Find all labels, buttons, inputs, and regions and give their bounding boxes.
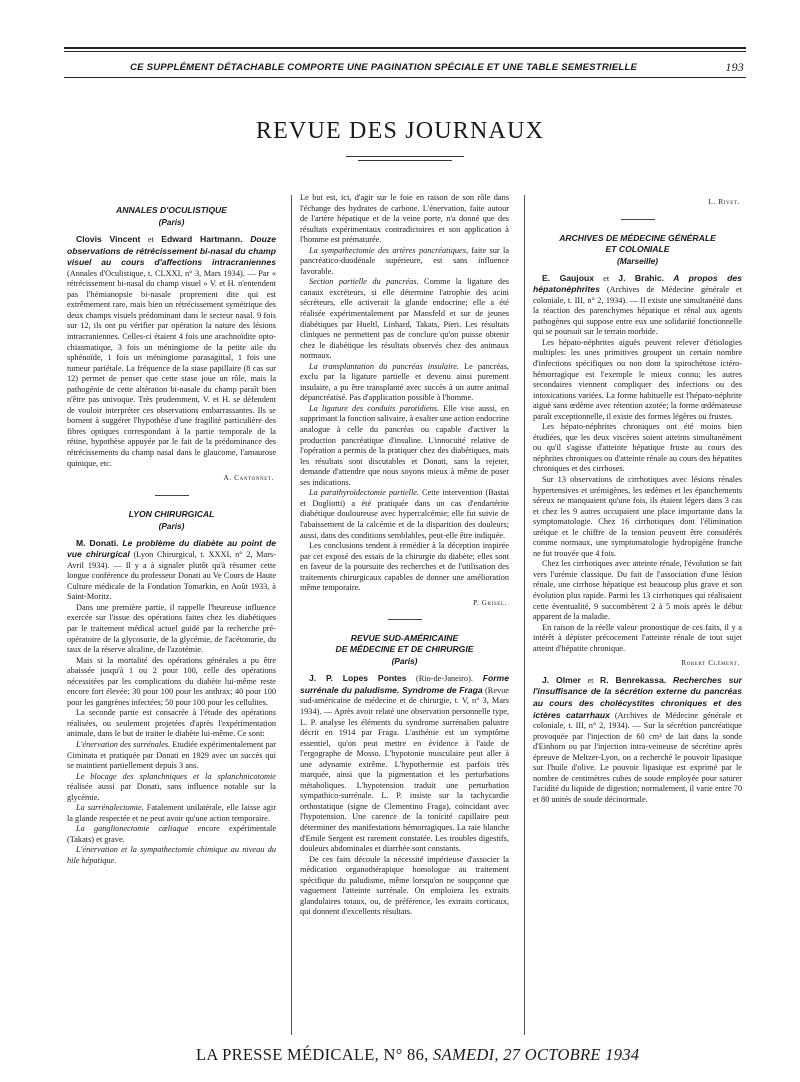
article-archives-1: E. Gaujoux et J. Brahic. A propos des hépatonéphrites (Archives de Médecine générale et coloniale, t. III, n° 2, 1934). — Il existe une simultanéité dans la réaction des parenchymes hépatique et rénal aux agents pathogènes qui suppose entre eux une solidarité fonctionnelle qui se poursuit sur le terrain morbide. [533,272,742,337]
article-author: J. Olmer [542,674,581,685]
paragraph: Les hépato-néphrites chroniques ont été moins bien étudiées, que les deux viscères soient atteints simultanément ou qu'il s'agisse d'atteinte hépatique fruste au cours des néphrites chroniques ou d'atteinte rénale au cours des hépatites chroniques et des cirrhoses. [533,422,742,474]
title-rule-2 [358,160,452,161]
running-header [64,60,746,76]
article-sud-americaine: J. P. Lopes Pontes (Rio-de-Janeiro). Forme surrénale du paludisme. Syndrome de Fraga (Revue sud-américaine de médecine et de chirurgie, t. V, n° 3, Mars 1934). — Après avoir relaté une observation personnelle type, L. P. analyse les éléments du syndrome surrénalien palustre décrit en 1914 par Fraga. L'asthénie est un symptôme essentiel, qu'on peut mettre en évidence à l'aide de l'ergographe de Mosso. L'hypotonie musculaire peut aller à une adynamie extrême. L'hypothermie est parfois très marquée, ainsi que la pigmentation et les perturbations métaboliques. L'hypotension traduit une perturbation sympathico-surrénale. L. P. insiste sur la tachycardie orthostatique (signe de Clementino Fraga), coïncidant avec l'hypotension. Une carence de la tonicité capillaire peut déterminer des manifestations hémorragiques. La raie blanche d'Emile Sergent est rarement constatée. Les troubles digestifs, douleurs abdominales et diarrhée sont constants. [300,673,509,854]
paragraph: De ces faits découle la nécessité impérieuse d'associer la médication organothérapique homologue au traitement spécifique du paludisme, même lorsqu'on ne soupçonne que vaguement l'atteinte surrénale. On emploiera les extraits glandulaires totaux, ou, de préférence, les extraits corticaux, qui donnent d'excellents résultats. [300,854,509,917]
header-rule-bottom [64,77,746,78]
header-rule-top-thin [64,51,746,52]
article-body: (Revue sud-américaine de médecine et de chirurgie, t. V, n° 3, Mars 1934). — Après avoir relaté une observation personnelle type, L. P. analyse les éléments du syndrome surrénalien palustre décrit en 1914 par Fraga. L'asthénie est un symptôme essentiel, qu'on peut mettre en évidence à l'aide de l'ergographe de Mosso. L'hypotonie musculaire peut aller à une adynamie extrême. L'hypothermie est parfois très marquée, ainsi que la pigmentation et les perturbations métaboliques. L'hypotension traduit une perturbation sympathico-surrénale. L. P. insiste sur la tachycardie orthostatique (signe de Clementino Fraga), coïncidant avec l'hypotension. Une carence de la tonicité capillaire peut déterminer des manifestations hémorragiques. La raie blanche d'Emile Sergent est rarement constatée. Les troubles digestifs, douleurs abdominales et diarrhée sont constants. [300,685,509,854]
paragraph: La sympathectomie des artères pancréatiques, faite sur la pancréatico-duodénale supérieure, est sans influence favorable. [300,245,509,276]
article-author: Clovis Vincent [76,234,141,244]
section-divider [621,219,655,220]
title-rule-1 [346,156,464,157]
running-header-text: CE SUPPLÉMENT DÉTACHABLE COMPORTE UNE PAGINATION SPÉCIALE ET UNE TABLE SEMESTRIELLE [130,62,638,73]
footer-date: SAMEDI, 27 OCTOBRE 1934 [428,1045,640,1064]
paragraph: En raison de la réelle valeur pronostique de ces faits, il y a intérêt à dépister précocement l'atteinte rénale de tout sujet atteint d'hépatite chronique. [533,622,742,653]
page-footer [196,1045,639,1065]
column-separator [524,195,525,1035]
paragraph: L'énervation des surrénales. Etudiée expérimentalement par Ciminata et pratiquée par Donati en 1929 avec un succès qui se maintient partiellement depuis 3 ans. [67,740,276,771]
section-title-archives-2: ET COLONIALE [605,243,670,254]
article-body: (Archives de Médecine générale et coloniale, t. III, n° 2, 1934). — Il existe une simultanéité dans la réaction des parenchymes hépatique et rénal aux agents pathogènes qui suppose entre eux une solidarité fonctionnelle qui se poursuit sur le terrain morbide. [533,285,742,337]
column-2 [300,193,509,918]
article-body: (Annales d'Oculistique, t. CLXXI, n° 3, Mars 1934). — Par « rétrécissement bi-nasal du champ visuel » V. et H. n'entendent pas l'hémianopsie bi-nasale proprement dite qui est extrêmement rare, mais bien un rétrécissement symétrique des deux champs visuels prédominant dans le secteur nasal. 9 fois sur 12, ils ont pu vérifier par opération la nature des lésions intracraniennes. Celles-ci étaient 4 fois une arachnoïdite opto-chiasmatique, 3 fois un méningiome de la petite aile du sphénoïde, 1 fois un méningiome parasagittal, 1 fois une tumeur pariétale. La fréquence de la stase papillaire (8 cas sur 12) permet de penser que cette stase joue un rôle, mais la pathogénie de cette altération bi-nasale du champ paraît bien n'être pas univoque. Très prudemment, V. et H. se défendent de vouloir interpréter ces observations embarrassantes. Ils se bornent à suggérer l'hypothèse d'une fragilité particulière des fibres optiques correspondant à la partie temporale de la rétine, hypothèse appuyée par le fait de la prédominance des rétrécissements du champ nasal dans le glaucome, l'amaurose quinique, etc. [67,268,276,468]
article-author: R. Benrekassa. [600,674,667,685]
article-author: Edward Hartmann. [161,234,243,244]
signature: A. Cantonnet. [223,473,274,483]
section-title-archives: ARCHIVES DE MÉDECINE GÉNÉRALE [559,232,716,243]
paragraph: Le blocage des splanchniques et la splanchnicotomie réalisée aussi par Donati, sans influence notable sur la glycémie. [67,771,276,802]
paragraph: Les hépato-néphrites aiguës peuvent relever d'étiologies multiples: les unes primitives groupent un certain nombre d'infections spécifiques ou non dont la spirochétose ictéro-hémorragique est l'exemple le mieux connu; les autres secondaires viennent compliquer des infections ou des intoxications variées. La forme habituelle est l'hépato-néphrite aiguë sans œdème avec rétention azotée; la forme œdémateuse paraît exceptionnelle, il existe des formes légères ou frustes. [533,337,742,421]
article-author: J. Brahic. [618,272,665,283]
footer-journal: LA PRESSE MÉDICALE, N° 86, [196,1045,429,1064]
article-lyon [67,538,276,603]
article-archives-2: J. Olmer et R. Benrekassa. Recherches sur l'insuffisance de la sécrétion externe du pancréas au cours des cholécystites chroniques et des ictères catarrhaux (Archives de Médecine générale et coloniale, t. III, n° 2, 1934). — Sur la sécrétion pancréatique provoquée par l'injection de 60 cm³ de lait dans la sonde d'Einhorn ou par l'injection intra-veineuse de sécrétine après épreuve de Meltzer-Lyon, on a recherché le pouvoir lipasique sur l'huile d'olive. Le pouvoir lipasique est exprimé par le nombre de centimètres cubes de soude employée pour saturer l'acidité du liquide de digestion; normalement, il varie entre 70 et 80 unités de soude décinormale. [533,674,742,804]
section-title-oculistique: ANNALES D'OCULISTIQUE [116,205,227,215]
section-city-lyon: (Paris) [158,520,185,531]
article-body: (Lyon Chirurgical, t. XXXI, n° 2, Mars-Avril 1934). — Il y a à signaler plutôt qu'à résumer cette longue conférence du professeur Donati au Ve Cours de Haute Culture médicale de la Fondation Tomarkin, en Août 1933, à Saint-Moritz. [67,550,276,602]
paragraph: La transplantation du pancréas insulaire. Le pancréas, exclu par la ligature partielle et devenu ainsi purement insulaire, a pu être transplanté avec succès à un autre animal dépancréatisé. Pas d'application possible à l'homme. [300,361,509,403]
paragraph: Section partielle du pancréas. Comme la ligature des canaux excréteurs, si elle détermine l'atrophie des acini sécréteurs, elle activerait la glande endocrine; elle a été réalisée expérimentalement par Mansfeld et sur de jeunes diabétiques par Hueltl, Linhard, Takats, Pieri. Les résultats cliniques ne permettent pas de conclure qu'on puisse obtenir chez le diabétique les résultats observés chez des animaux normaux. [300,277,509,361]
signature: P. Grisel. [473,597,507,607]
paragraph: Mais si la mortalité des opérations générales a pu être abaissée jusqu'à 1 ou 2 pour 100, celle des opérations nécessitées par les complications du diabète lui-même reste encore fort élevée: 30 pour 100 pour les anthrax; 40 pour 100 pour les gangrènes infectées; 50 pour 100 pour les cellulites. [67,655,276,707]
article-title: Forme surrénale du paludisme. Syndrome de Fraga [300,673,509,695]
signature: Robert Clément. [681,658,740,668]
article-title: Douze observations de rétrécissement bi-nasal du champ visuel au cours d'affections intracraniennes [67,234,276,268]
paragraph: La ligature des conduits parotidiens. Elle vise aussi, en supprimant la fonction salivaire, à exalter une action endocrine analogue à celle du pancréas ou capable d'activer la production pancréatique d'insuline. L'innocuité relative de l'opération a permis de la pratiquer chez des diabétiques, mais les résultats sont discutables et Donati, sans la rejeter, demande d'attendre que nous soyons mieux à même de poser ses indications. [300,403,509,487]
article-author: E. Gaujoux [542,272,594,283]
signature: L. Rivet. [708,197,740,206]
column-separator [291,195,292,1035]
page-title: REVUE DES JOURNAUX [255,118,545,144]
page-number: 193 [725,60,744,74]
section-title-sud-americaine: REVUE SUD-AMÉRICAINE [350,633,459,644]
paragraph: La seconde partie est consacrée à l'étude des opérations réalisées, ou seulement projetées d'après l'expérimentation animale, dans le but de traiter le diabète lui-même. Ce sont: [67,708,276,739]
paragraph-continued: Le but est, ici, d'agir sur le foie en raison de son rôle dans l'échange des hydrates de carbone. L'énervation, faite autour de l'artère hépatique et de la veine porte, n'a donné que des résultats expérimentaux contradictoires et son application à l'homme est prématurée. [300,193,509,245]
article-oculistique: Clovis Vincent et Edward Hartmann. Douze observations de rétrécissement bi-nasal du champ visuel au cours d'affections intracraniennes (Annales d'Oculistique, t. CLXXI, n° 3, Mars 1934). — Par « rétrécissement bi-nasal du champ visuel » V. et H. n'entendent pas l'hémianopsie bi-nasale proprement dite qui est extrêmement rare, mais bien un rétrécissement symétrique des deux champs visuels prédominant dans le secteur nasal. 9 fois sur 12, ils ont pu vérifier par opération la nature des lésions intracraniennes. Celles-ci étaient 4 fois une arachnoïdite opto-chiasmatique, 3 fois un méningiome de la petite aile du sphénoïde, 1 fois un méningiome parasagittal, 1 fois une tumeur pariétale. La fréquence de la stase papillaire (8 cas sur 12) permet de penser que cette stase joue un rôle, mais la pathogénie de cette altération bi-nasale du champ paraît bien n'être pas univoque. Très prudemment, V. et H. se défendent de vouloir interpréter ces observations embarrassantes. Ils se bornent à suggérer l'hypothèse d'une fragilité particulière des fibres optiques correspondant à la partie temporale de la rétine, hypothèse appuyée par le fait de la prédominance des rétrécissements du champ nasal dans le glaucome, l'amaurose quinique, etc. [67,234,276,468]
article-author: M. Donati. [76,537,119,548]
section-city-sud-americaine: (Paris) [391,656,418,667]
paragraph: Sur 13 observations de cirrhotiques avec lésions rénales hypertensives et urémigènes, les œdèmes et les épanchements séreux ne manquaient qu'une fois, ils étaient légers dans 3 cas et chez les 9 autres occupaient une place importante dans la symptomatologie. Chez 16 cirrhotiques dont l'élimination uréique et le chiffre de la tension peuvent être considérés comme normaux, une symptomatologie hydropigène franche ne fut trouvée que 4 fois. [533,474,742,558]
paragraph: Les conclusions tendent à remédier à la déception inspirée par cet exposé des essais de la chirurgie du diabète; elles sont en faveur de la poursuite des recherches et de l'utilisation des traitements chirurgicaux capables de donner une amélioration même temporaire. [300,541,509,593]
paragraph: La ganglionectomie cœliaque encore expérimentale (Takats) et grave. [67,824,277,844]
article-title: Recherches sur l'insuffisance de la sécrétion externe du pancréas au cours des cholécystites chroniques et des ictères catarrhaux [533,674,742,720]
article-title: Le problème du diabète au point de vue chirurgical [67,537,276,560]
article-author: J. P. Lopes Pontes [309,673,407,684]
paragraph: Chez les cirrhotiques avec atteinte rénale, l'évolution se fait vers l'urémie classique. Du fait de l'association d'une lésion rénale, une cirrhose hépatique est beaucoup plus grave et son évolution plus rapide. Parmi les 13 cirrhotiques qui réalisaient cette éventualité, 9 succombèrent 2 à 5 mois après le début apparent de la maladie. [533,559,742,622]
section-divider [155,495,189,496]
column-1 [67,205,276,867]
section-city-archives: (Marseille) [616,255,659,266]
column-3 [533,193,742,805]
article-body: (Archives de Médecine générale et coloniale, t. III, n° 2, 1934). — Sur la sécrétion pancréatique provoquée par l'injection de 60 cm³ de lait dans la sonde d'Einhorn ou par l'injection intra-veineuse de sécrétine après épreuve de Meltzer-Lyon, on a recherché le pouvoir lipasique sur l'huile d'olive. Le pouvoir lipasique est exprimé par le nombre de centimètres cubes de soude employée pour saturer l'acidité du liquide de digestion; normalement, il varie entre 70 et 80 unités de soude décinormale. [533,710,742,804]
section-divider [388,619,422,620]
section-city-oculistique: (Paris) [158,217,185,227]
paragraph: La parathyroïdectomie partielle. Cette intervention (Bastai et Dogliotti) a été pratiquée dans un cas d'endartérite diabétique douloureuse avec hypercalcémie; elle fut suivie de l'abaissement de la calcémie et de la disparition des douleurs; aussi, dans des conditions semblables, peut-elle être indiquée. [300,488,510,540]
article-title: A propos des hépatonéphrites [533,272,742,295]
paragraph: La surrénalectomie. Fatalement unilatérale, elle laisse agir la glande respectée et ne peut avoir qu'une action temporaire. [67,803,276,823]
section-title-sud-americaine-2: DE MÉDECINE ET DE CHIRURGIE [335,644,474,655]
paragraph: Dans une première partie, il rappelle l'heureuse influence exercée sur l'issue des opérations faites chez les diabétiques par le traitement médical actuel guidé par la recherche pré-opératoire de la glycosurie, de la glycémie, de l'acétonurie, du taux de la réserve alcaline, de l'azotémie. [67,602,276,655]
section-title-lyon: LYON CHIRURGICAL [128,508,215,519]
paragraph: L'énervation et la sympathectomie chimique au niveau du hile hépatique. [67,845,276,866]
header-rule-top [64,47,746,49]
